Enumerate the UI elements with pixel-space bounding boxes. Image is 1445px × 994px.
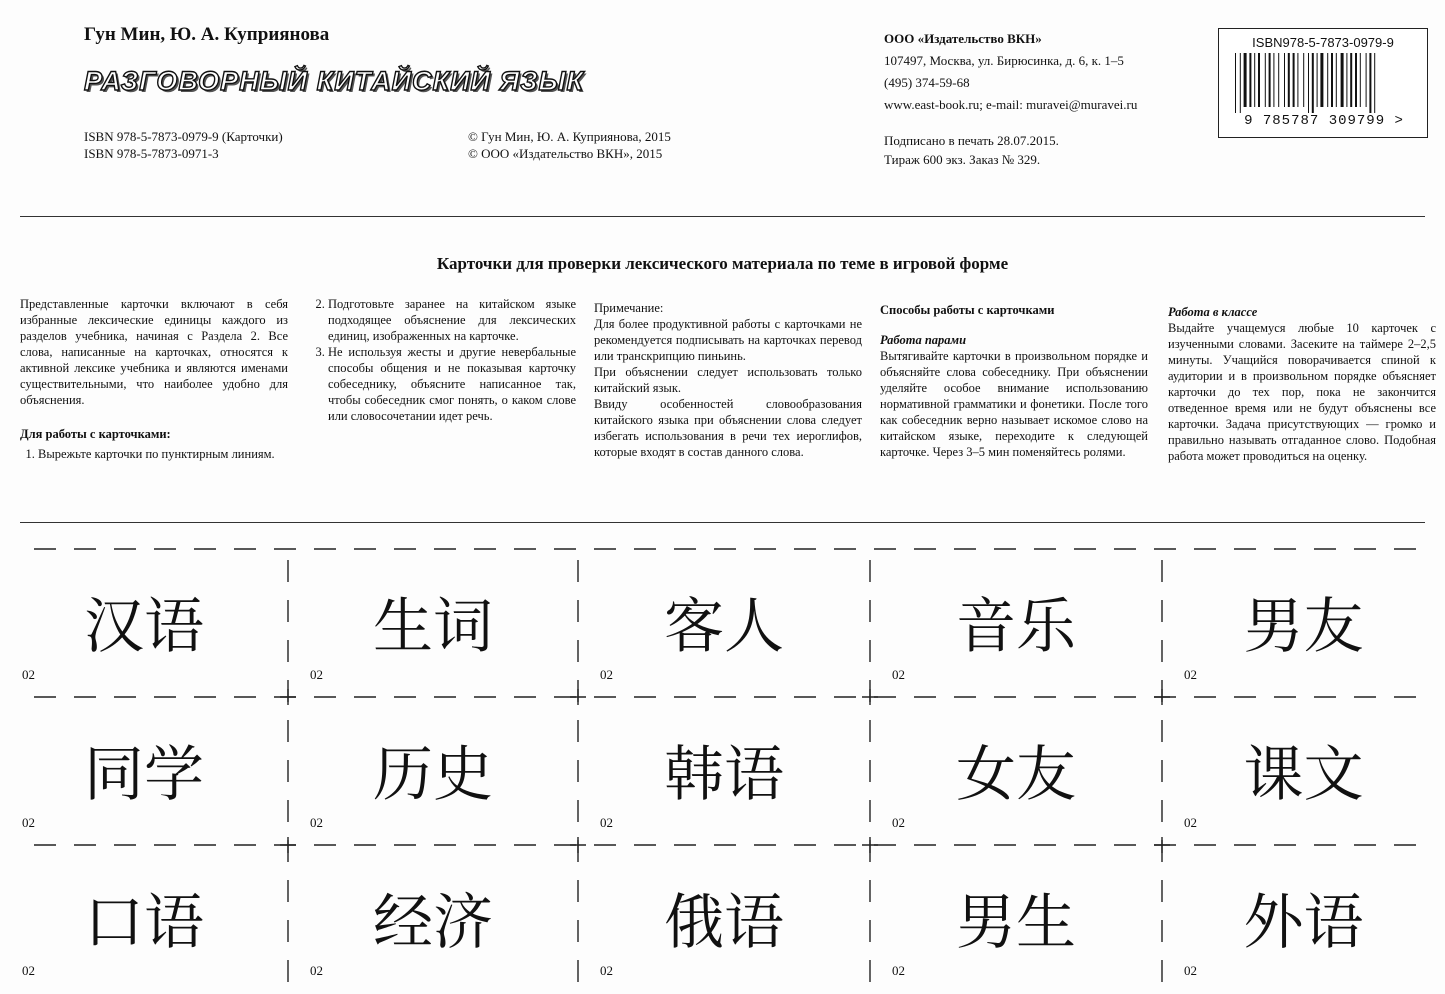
card-code: 02 [600, 963, 613, 978]
instructions-heading: Карточки для проверки лексического материала по теме в игровой форме [436, 254, 1009, 273]
publisher-web: www.east-book.ru; e-mail: muravei@muravei.ru [884, 97, 1138, 112]
note-paragraph: Для более продуктивной работы с карточками не рекомендуется подписывать на карточках перевод или транскрипцию пиньинь. [594, 317, 862, 363]
print-line: Тираж 600 экз. Заказ № 329. [884, 152, 1041, 167]
print-line: Подписано в печать 28.07.2015. [884, 133, 1059, 148]
pairs-text: Вытягивайте карточки в произвольном порядке и объясняйте слова собеседнику. При объяснении уделяйте особое внимание использованию нормативной грамматики и фонетики. После того как собеседник верно называет искомое слово на китайском языке, переходите к следующей карточке. Через 3–5 мин поменяйтесь ролями. [880, 349, 1148, 459]
card-word: 女友 [956, 740, 1076, 810]
card-word: 历史 [373, 740, 493, 810]
card-code: 02 [892, 815, 905, 830]
card-word: 经济 [373, 888, 493, 958]
card-code: 02 [892, 667, 905, 682]
note-title: Примечание: [594, 301, 664, 315]
step-item: 2. Подготовьте заранее на китайском языке подходящее объяснение для лексических единиц, изображенных на карточке. [328, 296, 576, 344]
note-paragraph: При объяснении следует использовать только китайский язык. [594, 365, 862, 395]
series-title: РАЗГОВОРНЫЙ КИТАЙСКИЙ ЯЗЫК [84, 66, 585, 96]
card-code: 02 [22, 815, 35, 830]
class-title: Работа в классе [1168, 305, 1258, 319]
card-code: 02 [310, 963, 323, 978]
card-word: 男生 [956, 888, 1076, 958]
card-code: 02 [892, 963, 905, 978]
card-code: 02 [22, 963, 35, 978]
card-code: 02 [600, 815, 613, 830]
authors: Гун Мин, Ю. А. Куприянова [84, 24, 330, 45]
card-word: 俄语 [664, 888, 784, 958]
publisher-phone: (495) 374-59-68 [884, 75, 970, 90]
methods-title: Способы работы с карточками [880, 303, 1055, 317]
copyright-line: © Гун Мин, Ю. А. Куприянова, 2015 [468, 129, 671, 144]
note-paragraph: Ввиду особенностей словообразования китайского языка при объяснении слова следует избегать использования в речи тех иероглифов, которые входят в состав данного слова. [594, 397, 862, 459]
card-word: 口语 [84, 888, 204, 958]
card-code: 02 [1184, 667, 1197, 682]
card-word: 课文 [1243, 740, 1364, 810]
barcode-isbn: ISBN978-5-7873-0979-9 [1252, 35, 1394, 50]
card-word: 韩语 [664, 740, 784, 810]
card-code: 02 [310, 815, 323, 830]
step-item: 1. Вырежьте карточки по пунктирным линиям. [38, 446, 288, 462]
card-code: 02 [310, 667, 323, 682]
class-text: Выдайте учащемуся любые 10 карточек с изученными словами. Засеките на таймере 2–2,5 минуты. Учащийся поворачивается спиной к аудитории и в произвольном порядке объясняет карточки до тех пор, пока не закончится отведенное время или не будут объяснены все карточки. Задача присутствующих — громко и правильно называть отгаданное слово. Подобная работа может проводиться на оценку. [1168, 321, 1436, 463]
card-word: 音乐 [956, 592, 1076, 662]
steps-heading: Для работы с карточками: [20, 427, 171, 441]
card-word: 外语 [1243, 888, 1364, 958]
card-word: 汉语 [84, 592, 204, 662]
card-word: 生词 [373, 592, 493, 662]
publisher-name: ООО «Издательство ВКН» [884, 31, 1042, 46]
card-code: 02 [22, 667, 35, 682]
isbn-line: ISBN 978-5-7873-0979-9 (Карточки) [84, 129, 283, 144]
publisher-address: 107497, Москва, ул. Бирюсинка, д. 6, к. 1–5 [884, 53, 1124, 68]
card-word: 男友 [1243, 592, 1364, 662]
card-code: 02 [1184, 815, 1197, 830]
card-code: 02 [1184, 963, 1197, 978]
pairs-title: Работа парами [880, 333, 967, 347]
card-word: 同学 [84, 740, 204, 810]
copyright-line: © ООО «Издательство ВКН», 2015 [468, 146, 663, 161]
step-item: 3. Не используя жесты и другие невербальные способы общения и не показывая карточку собеседнику, объясните написанное так, чтобы собеседник смог понять, о каком слове или словосочетании идет речь. [328, 344, 576, 424]
isbn-line: ISBN 978-5-7873-0971-3 [84, 146, 219, 161]
card-word: 客人 [664, 592, 784, 662]
barcode-digits: 9 785787 309799 > [1244, 113, 1404, 129]
intro-text: Представленные карточки включают в себя избранные лексические единицы каждого из разделов учебника, начиная с Раздела 2. Все слова, написанные на карточках, относятся к активной лексике учебника и являются именами существительными, что наиболее удобно для объяснения. [20, 297, 288, 407]
card-code: 02 [600, 667, 613, 682]
